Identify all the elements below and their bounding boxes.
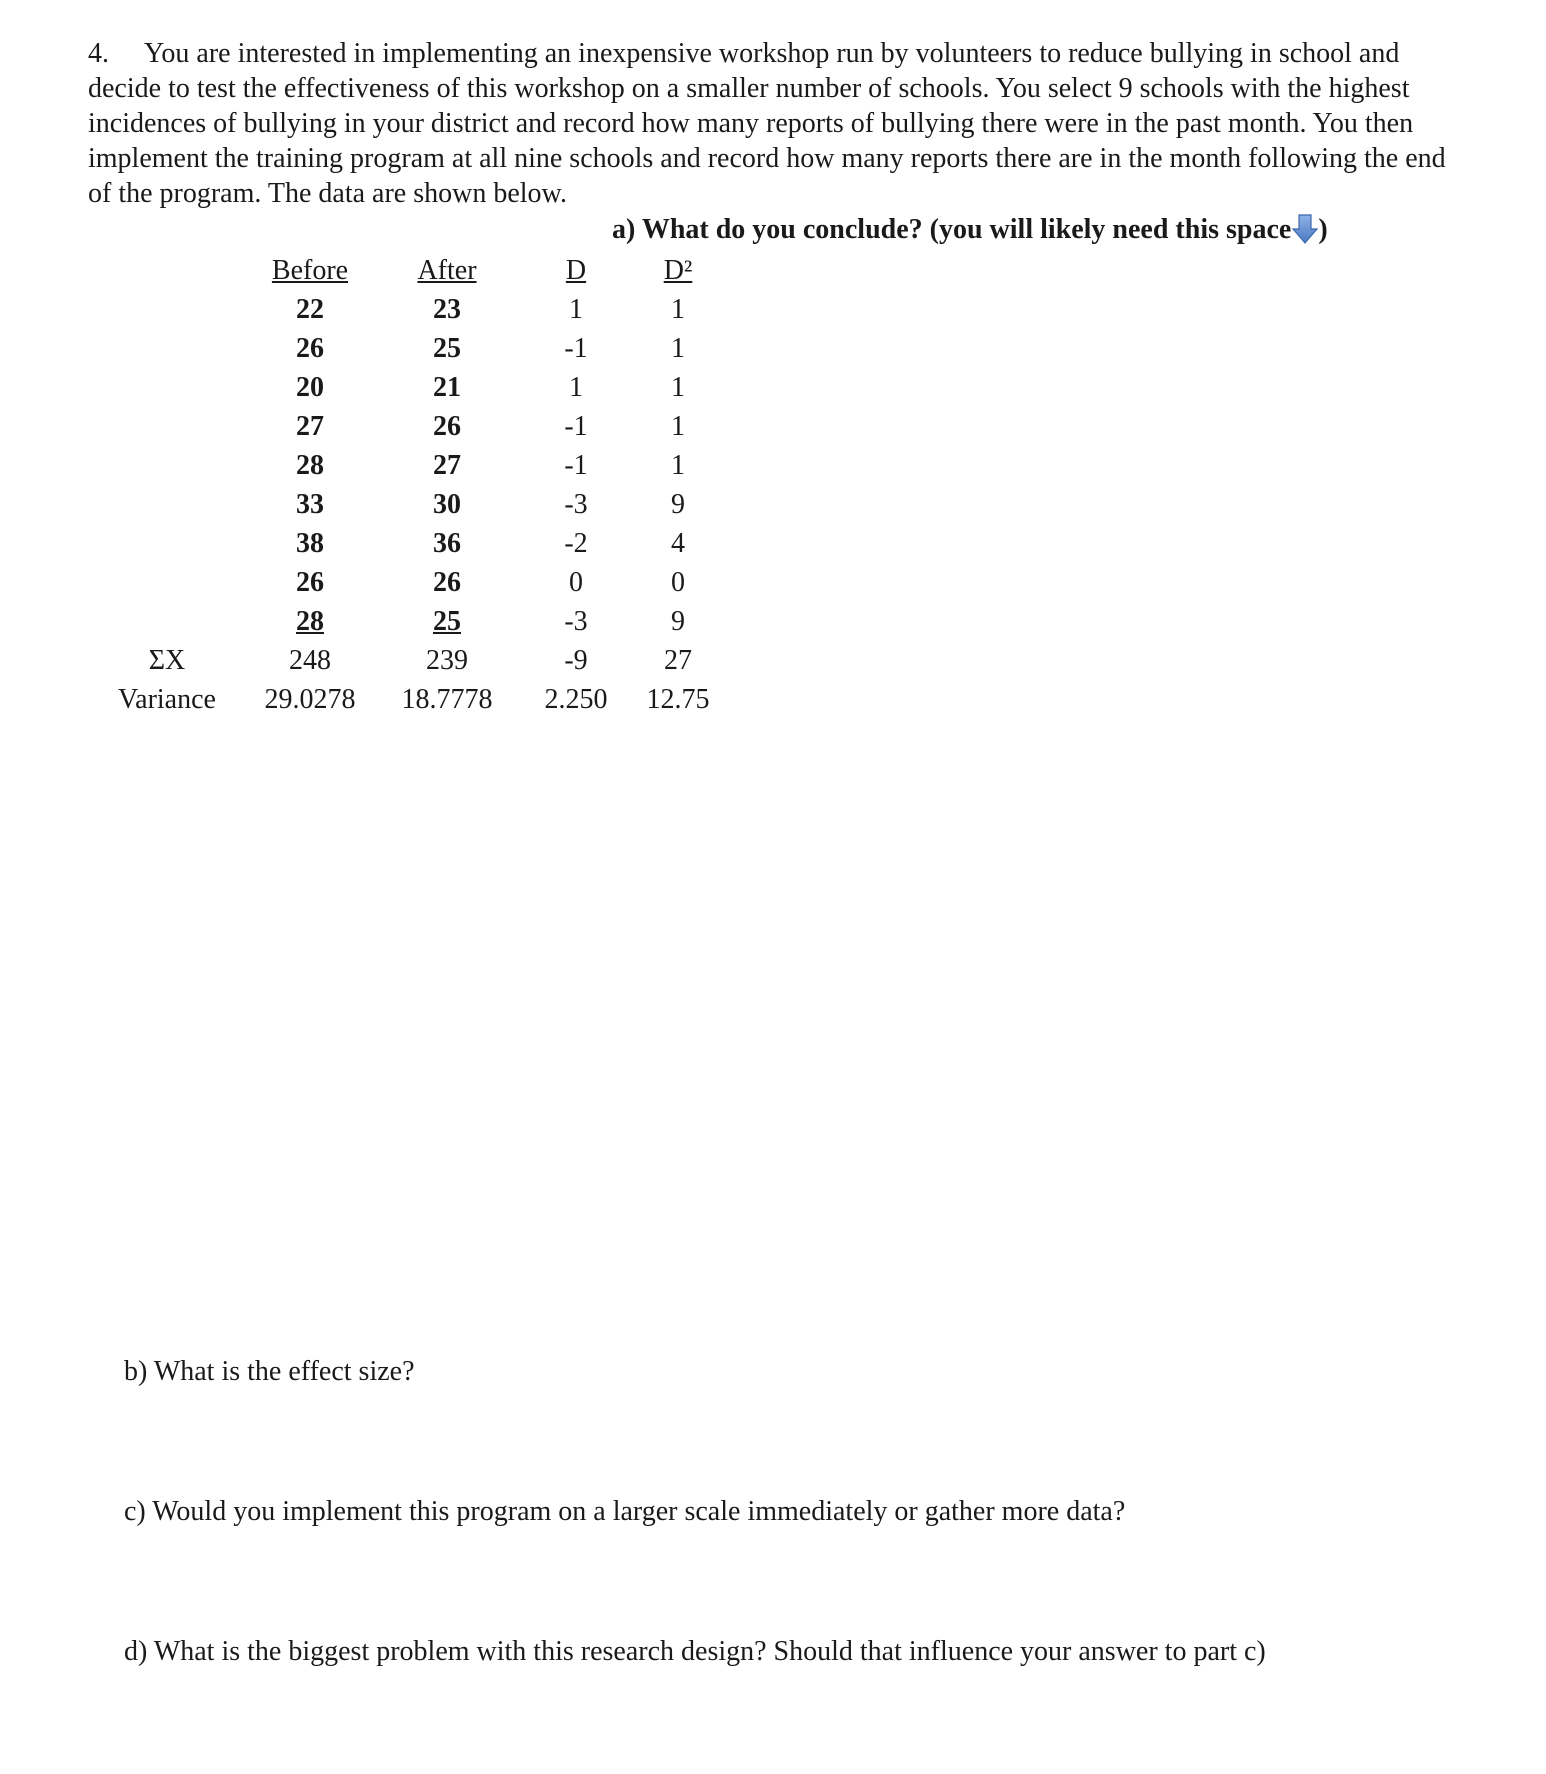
after-value: 26 bbox=[433, 566, 461, 598]
question-number: 4. bbox=[88, 38, 109, 69]
question-text: You are interested in implementing an inexpensive workshop run by volunteers to reduce bullying in school and decide to test the effectiveness of this workshop on a smaller number of schools. You select 9 schools with the highest incidences of bullying in your district and record how many reports of bullying there were in the past month. You then implement the training program at all nine schools and record how many reports there are in the month following the end of the program. The data are shown below. bbox=[88, 38, 1446, 209]
header-d-squared: D² bbox=[663, 254, 693, 286]
question-intro bbox=[88, 36, 1468, 211]
after-value: 30 bbox=[433, 488, 461, 520]
variance-row bbox=[94, 680, 718, 719]
header-blank bbox=[94, 251, 240, 290]
before-value: 26 bbox=[296, 332, 324, 364]
table-row bbox=[94, 524, 718, 563]
part-a-text: a) What do you conclude? (you will likely need this space bbox=[612, 214, 1292, 245]
before-value: 38 bbox=[296, 527, 324, 559]
after-value: 25 bbox=[433, 332, 461, 364]
after-value: 23 bbox=[433, 293, 461, 325]
before-value: 27 bbox=[296, 410, 324, 442]
data-table bbox=[94, 251, 718, 719]
before-value: 20 bbox=[296, 371, 324, 403]
part-c-question: c) Would you implement this program on a larger scale immediately or gather more data? bbox=[124, 1496, 1126, 1527]
variance-label: Variance bbox=[118, 683, 216, 715]
part-d-question: d) What is the biggest problem with this research design? Should that influence your answer to part c) bbox=[124, 1636, 1266, 1667]
table-row bbox=[94, 446, 718, 485]
sum-d2: 27 bbox=[664, 644, 692, 676]
header-d: D bbox=[565, 254, 587, 286]
d2-value: 1 bbox=[671, 293, 685, 325]
d-value: -1 bbox=[564, 410, 588, 442]
sum-d: -9 bbox=[564, 644, 588, 676]
table-row bbox=[94, 329, 718, 368]
part-a-close-paren: ) bbox=[1318, 214, 1328, 245]
part-a-question bbox=[612, 212, 1328, 247]
before-value: 22 bbox=[296, 293, 324, 325]
before-value: 33 bbox=[296, 488, 324, 520]
sum-row bbox=[94, 641, 718, 680]
d2-value: 1 bbox=[671, 332, 685, 364]
header-before: Before bbox=[271, 254, 349, 286]
after-value: 27 bbox=[433, 449, 461, 481]
d2-value: 9 bbox=[671, 488, 685, 520]
d2-value: 1 bbox=[671, 449, 685, 481]
d2-value: 9 bbox=[671, 605, 685, 637]
d-value: -2 bbox=[564, 527, 588, 559]
before-value: 26 bbox=[296, 566, 324, 598]
before-value: 28 bbox=[296, 605, 324, 637]
d-value: 1 bbox=[569, 293, 583, 325]
d-value: -3 bbox=[564, 605, 588, 637]
d-value: -1 bbox=[564, 449, 588, 481]
variance-after: 18.7778 bbox=[401, 683, 493, 715]
d-value: -1 bbox=[564, 332, 588, 364]
sum-before: 248 bbox=[289, 644, 331, 676]
table-header-row bbox=[94, 251, 718, 290]
table-row bbox=[94, 563, 718, 602]
after-value: 26 bbox=[433, 410, 461, 442]
variance-d2: 12.75 bbox=[646, 683, 710, 715]
d2-value: 0 bbox=[671, 566, 685, 598]
before-value: 28 bbox=[296, 449, 324, 481]
table-row bbox=[94, 290, 718, 329]
variance-d: 2.250 bbox=[544, 683, 608, 715]
after-value: 21 bbox=[433, 371, 461, 403]
after-value: 25 bbox=[433, 605, 461, 637]
sum-label: ΣX bbox=[148, 644, 186, 676]
d-value: 1 bbox=[569, 371, 583, 403]
table-row bbox=[94, 602, 718, 641]
table-row bbox=[94, 407, 718, 446]
d2-value: 1 bbox=[671, 410, 685, 442]
d-value: 0 bbox=[569, 566, 583, 598]
variance-before: 29.0278 bbox=[264, 683, 356, 715]
table-row bbox=[94, 368, 718, 407]
sum-after: 239 bbox=[426, 644, 468, 676]
after-value: 36 bbox=[433, 527, 461, 559]
part-b-question: b) What is the effect size? bbox=[124, 1356, 415, 1387]
table-row bbox=[94, 485, 718, 524]
d2-value: 1 bbox=[671, 371, 685, 403]
d2-value: 4 bbox=[671, 527, 685, 559]
header-after: After bbox=[417, 254, 477, 286]
down-arrow-icon bbox=[1292, 214, 1318, 244]
d-value: -3 bbox=[564, 488, 588, 520]
